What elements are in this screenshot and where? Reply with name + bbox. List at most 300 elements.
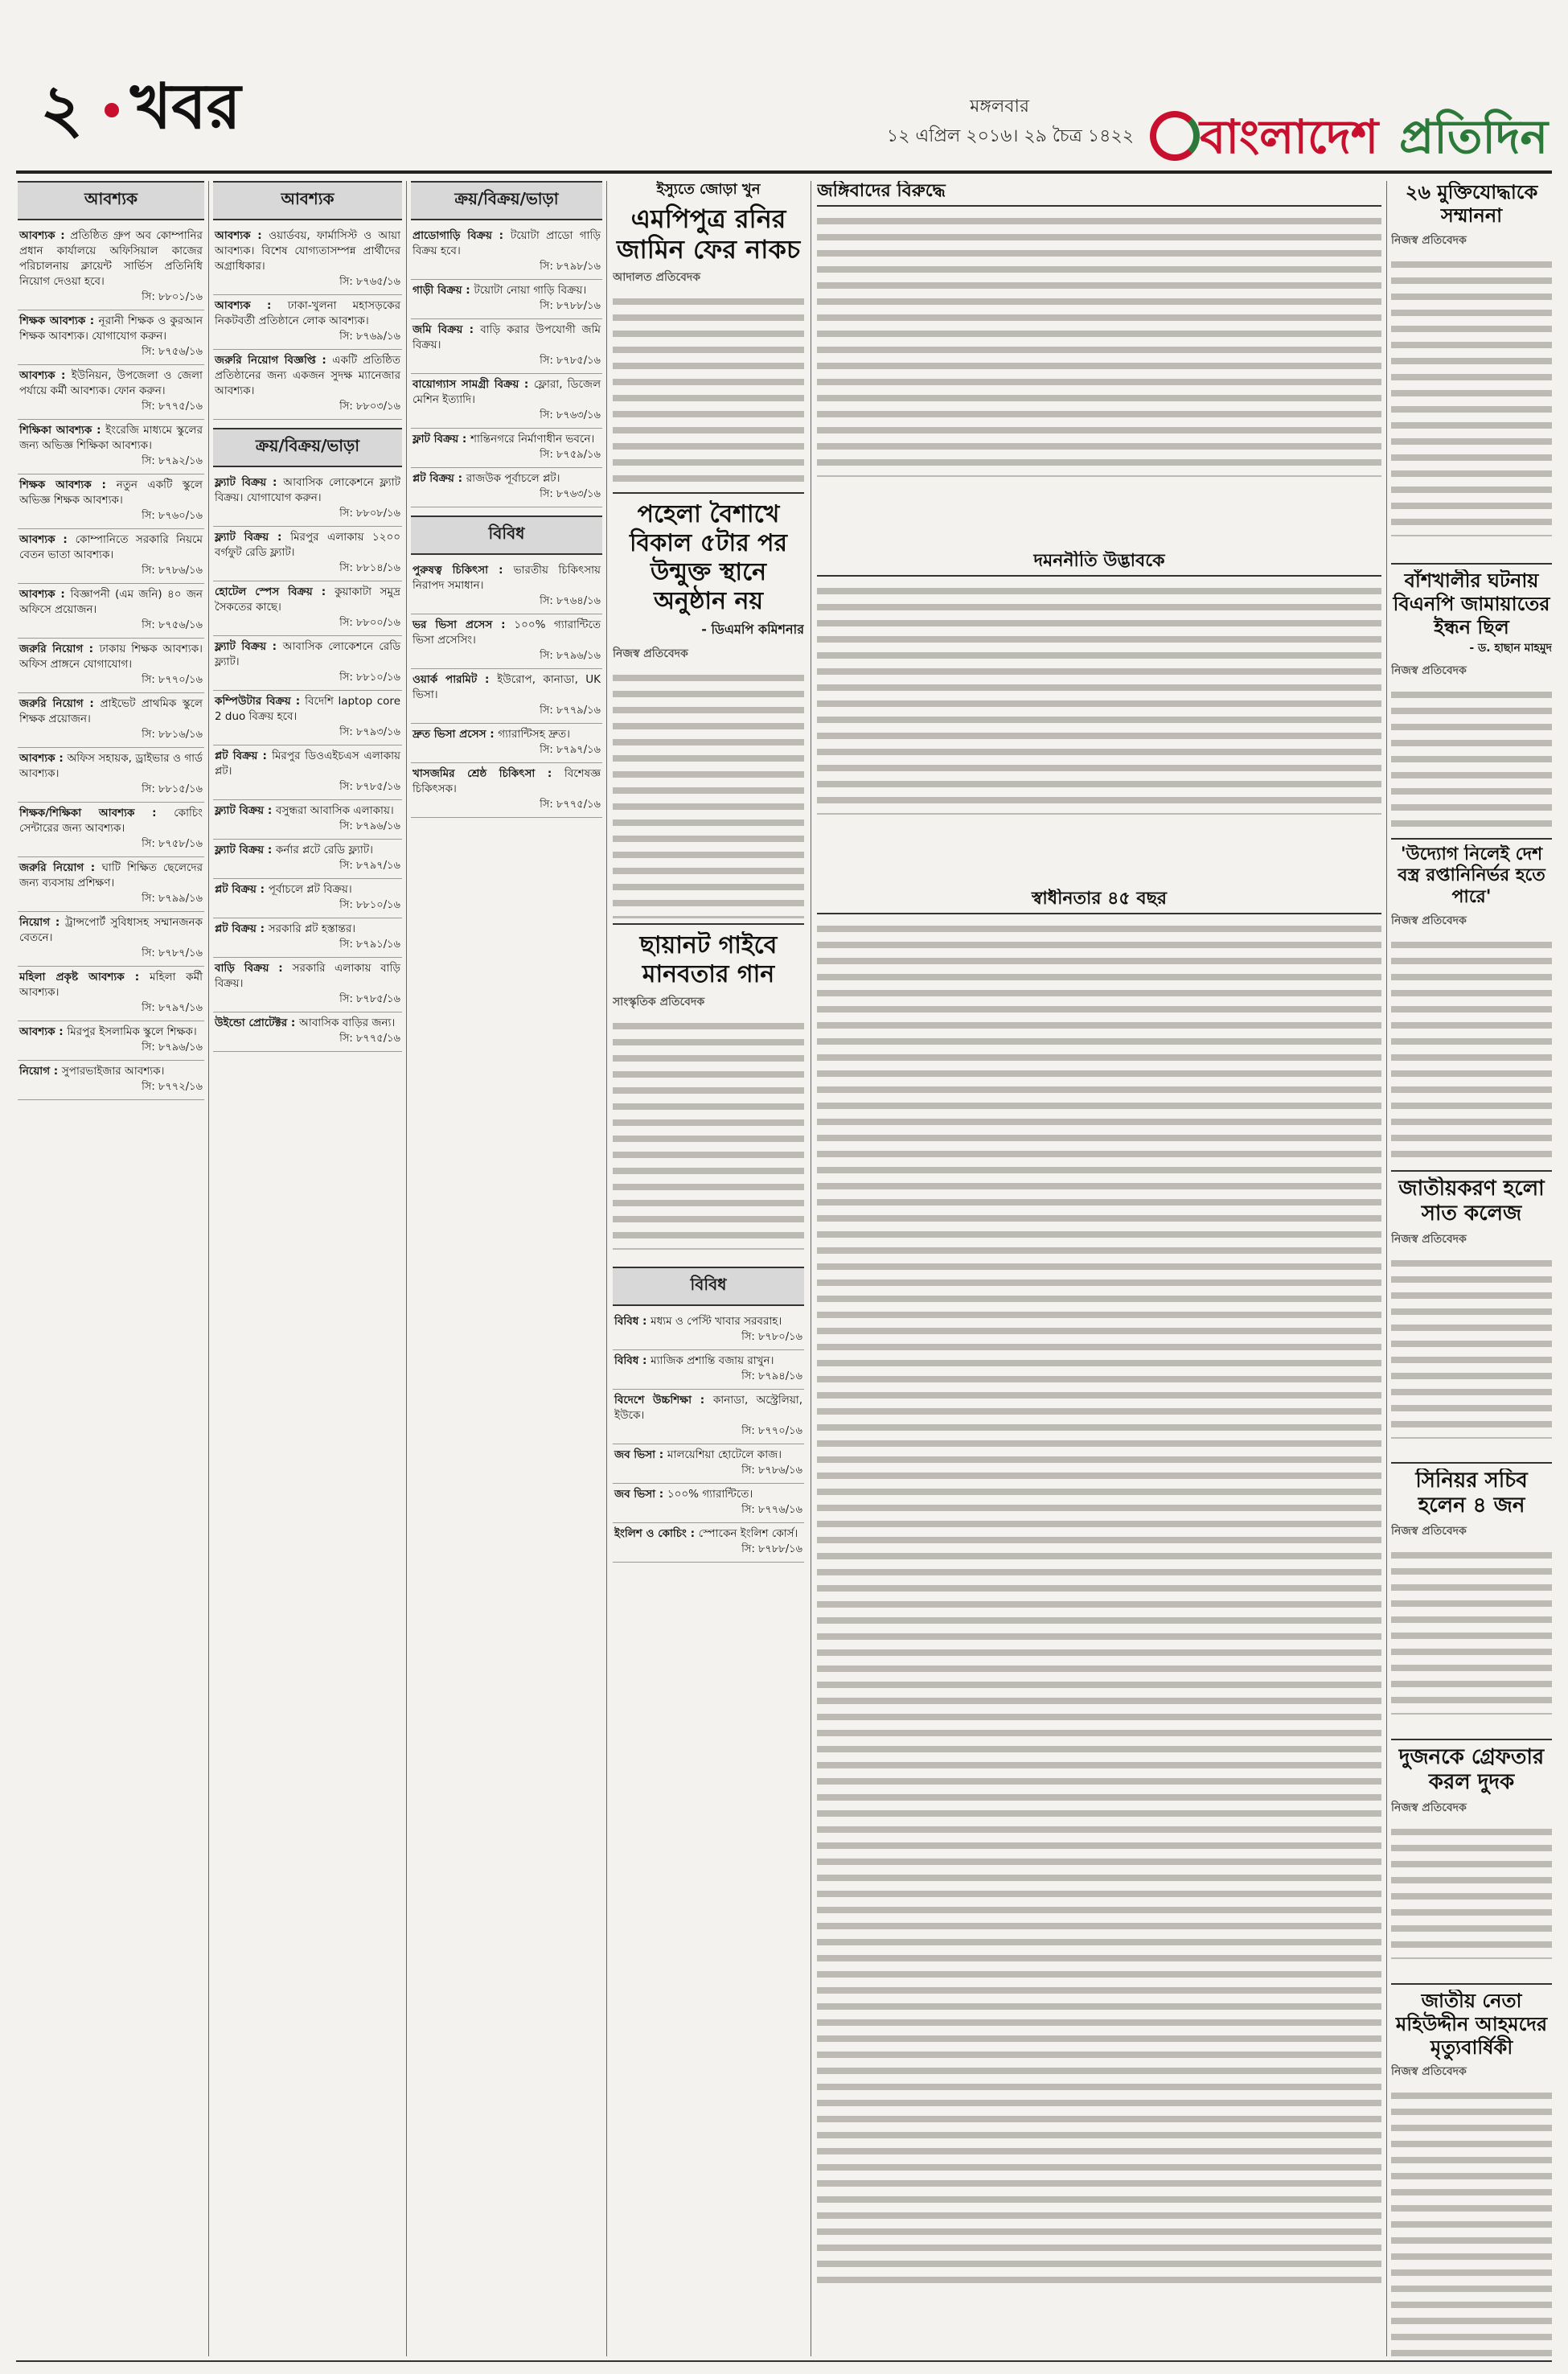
ad-text: নতুন একটি স্কুলে অভিজ্ঞ শিক্ষক আবশ্যক। — [19, 478, 203, 507]
text-line — [1391, 2237, 1552, 2244]
classified-ad — [411, 560, 602, 614]
column-heading: বিবিধ — [613, 1267, 804, 1306]
text-line — [1391, 454, 1552, 461]
ad-code: সি: ৮৭৫৬/১৬ — [142, 346, 203, 358]
classified-ad — [613, 1311, 804, 1350]
ad-text: টয়োটা প্রাডো গাড়ি বিক্রয় হবে। — [413, 229, 601, 257]
text-line — [1391, 438, 1552, 445]
ad-text: টয়োটা নোয়া গাড়ি বিক্রয়। — [474, 284, 587, 297]
text-line — [817, 749, 1381, 755]
text-texture — [1391, 2086, 1552, 2356]
text-texture — [613, 668, 804, 918]
text-line — [817, 733, 1381, 739]
ad-lead: বাড়ি বিক্রয় : — [215, 962, 293, 975]
ad-text: কর্নার প্লটে রেডি ফ্ল্যাট। — [275, 844, 373, 856]
text-line — [613, 771, 804, 778]
text-line — [817, 1955, 1381, 1961]
ad-text: রাজউক পূর্বাচলে প্লট। — [466, 472, 560, 485]
classified-ad — [411, 763, 602, 818]
text-line — [817, 958, 1381, 964]
classified-ad — [613, 1484, 804, 1523]
text-line — [613, 916, 804, 918]
text-line — [613, 900, 804, 906]
story-byline: নিজস্ব প্রতিবেদক — [1391, 1801, 1467, 1815]
text-line — [817, 1054, 1381, 1061]
text-line — [1391, 1600, 1552, 1607]
story-mohiuddin-anniversary — [1391, 1990, 1552, 2356]
text-line — [1391, 1135, 1552, 1141]
text-line — [817, 282, 1381, 289]
text-texture — [1391, 1822, 1552, 1959]
ad-lead: বিবিধ : — [614, 1315, 651, 1328]
ad-code: সি: ৮৮১০/১৬ — [339, 899, 400, 911]
text-line — [613, 819, 804, 826]
ad-text: ১০০% গ্যারান্টিতে। — [667, 1488, 753, 1501]
story-freedom-fighters — [1391, 181, 1552, 559]
text-line — [817, 2068, 1381, 2074]
classified-ad — [411, 614, 602, 669]
story-headline: এমপিপুত্র রনির জামিন ফের নাকচ — [616, 203, 801, 265]
ad-code: সি: ৮৭৮৬/১৬ — [142, 565, 203, 577]
text-line — [613, 787, 804, 794]
ad-code: সি: ৮৭৯৬/১৬ — [339, 820, 400, 832]
story-kicker: ইস্যুতে জোড়া খুন — [656, 181, 761, 198]
ad-lead: শিক্ষিকা আবশ্যক : — [19, 424, 106, 437]
classified-ad — [411, 374, 602, 429]
classified-ad — [411, 669, 602, 724]
ad-text: মহিলা কর্মী আবশ্যক। — [19, 971, 203, 999]
classified-ad — [18, 584, 204, 639]
text-line — [817, 1617, 1381, 1624]
ad-lead: প্লট বিক্রয় : — [215, 922, 269, 935]
page-bottom-rule — [16, 2360, 1552, 2362]
ad-lead: জমি বিক্রয় : — [413, 323, 481, 336]
text-line — [817, 942, 1381, 948]
text-texture — [817, 581, 1381, 815]
ad-lead: ফ্ল্যাট বিক্রয় : — [215, 844, 276, 856]
text-line — [613, 1055, 804, 1062]
text-line — [817, 974, 1381, 980]
text-line — [817, 1472, 1381, 1479]
text-line — [817, 1842, 1381, 1849]
text-line — [1391, 1909, 1552, 1916]
ad-lead: জরুরি নিয়োগ : — [19, 697, 101, 710]
text-line — [613, 836, 804, 842]
ad-code: সি: ৮৭৯৯/১৬ — [142, 893, 203, 905]
text-line — [1391, 1681, 1552, 1687]
story-senior-secretary — [1391, 1468, 1552, 1734]
text-line — [1391, 261, 1552, 268]
text-line — [1391, 1292, 1552, 1299]
text-line — [817, 1103, 1381, 1109]
classified-ad — [213, 800, 402, 840]
story-byline: নিজস্ব প্রতিবেদক — [1391, 2065, 1467, 2079]
text-line — [817, 475, 1381, 477]
masthead-rule — [16, 170, 1552, 174]
column-divider — [606, 181, 607, 2356]
ad-lead: গাড়ী বিক্রয় : — [413, 284, 474, 297]
text-line — [1391, 1308, 1552, 1315]
text-line — [613, 1023, 804, 1029]
text-line — [613, 707, 804, 713]
text-line — [817, 1022, 1381, 1029]
page-number: ২ — [40, 71, 84, 147]
text-line — [1391, 724, 1552, 730]
story-headline: ছায়ানট গাইবে মানবতার গান — [639, 931, 778, 988]
ad-lead: ফ্ল্যাট বিক্রয় : — [215, 531, 291, 544]
ad-list — [411, 560, 602, 818]
classified-ad — [18, 529, 204, 584]
text-line — [817, 1875, 1381, 1881]
ad-lead: জরুরি নিয়োগ : — [19, 861, 102, 874]
story-mp-son — [613, 181, 804, 487]
classifieds-column-3 — [411, 181, 602, 2356]
classified-ad — [613, 1390, 804, 1444]
text-line — [613, 803, 804, 810]
classified-ad — [613, 1350, 804, 1390]
brand-name-part2: প্রতিদিন — [1399, 109, 1549, 164]
story-headline: পহেলা বৈশাখে বিকাল ৫টার পর উন্মুক্ত স্থানে অনুষ্ঠান নয় — [629, 500, 788, 615]
text-line — [1391, 390, 1552, 396]
text-line — [1391, 1925, 1552, 1932]
text-line — [1391, 1038, 1552, 1045]
ad-lead: দ্রুত ভিসা প্রসেস : — [413, 728, 499, 741]
text-line — [817, 2196, 1381, 2203]
text-line — [817, 1135, 1381, 1141]
text-line — [1391, 487, 1552, 493]
classified-ad — [18, 748, 204, 803]
ad-text: অফিস সহায়ক, ড্রাইভার ও গার্ড আবশ্যক। — [19, 752, 203, 780]
text-line — [613, 1168, 804, 1174]
text-line — [817, 1151, 1381, 1157]
text-line — [817, 1167, 1381, 1173]
text-line — [817, 1649, 1381, 1656]
text-line — [817, 2019, 1381, 2026]
text-line — [817, 1344, 1381, 1350]
classified-ad — [213, 636, 402, 691]
ad-text: প্রতিষ্ঠিত গ্রুপ অব কোম্পানির প্রধান কার্যালয়ে অফিসিয়াল কাজের পরিচালনায় ক্লায়েন্ট সার্ভিস প্রতিনিধি নিয়োগ দেওয়া হবে। — [19, 229, 203, 288]
text-line — [1391, 1357, 1552, 1363]
classified-ad — [613, 1523, 804, 1563]
story-boishakh — [613, 500, 804, 918]
classified-ad — [213, 581, 402, 636]
text-line — [613, 1232, 804, 1238]
classified-ad — [213, 879, 402, 918]
ad-code: সি: ৮৭৬৩/১৬ — [540, 488, 601, 500]
ad-code: সি: ৮৭৮৫/১৬ — [339, 993, 400, 1005]
text-line — [1391, 1086, 1552, 1093]
text-line — [1391, 1877, 1552, 1883]
story-headline: জঙ্গিবাদের বিরুদ্ধে — [817, 181, 1381, 207]
story-divider — [1391, 838, 1552, 840]
story-byline: নিজস্ব প্রতিবেদক — [1391, 664, 1467, 678]
text-line — [817, 2212, 1381, 2219]
classified-ad — [18, 225, 204, 310]
classified-ad — [411, 319, 602, 374]
text-line — [817, 781, 1381, 787]
text-line — [1391, 470, 1552, 477]
text-line — [817, 1199, 1381, 1205]
text-texture — [817, 919, 1381, 2290]
ad-code: সি: ৮৭৫৬/১৬ — [142, 619, 203, 631]
classified-ad — [18, 310, 204, 365]
text-line — [817, 1714, 1381, 1720]
ad-lead: আবশ্যক : — [19, 588, 71, 601]
ad-code: সি: ৮৭৮০/১৬ — [741, 1331, 802, 1343]
story-colleges — [1391, 1177, 1552, 1458]
classified-ad — [213, 918, 402, 958]
text-line — [817, 427, 1381, 433]
text-line — [613, 298, 804, 305]
ad-code: সি: ৮৭৭৫/১৬ — [142, 400, 203, 413]
story-byline: নিজস্ব প্রতিবেদক — [1391, 914, 1467, 928]
text-texture — [1391, 255, 1552, 536]
column-heading: বিবিধ — [411, 515, 602, 555]
ad-code: সি: ৮৭৯৭/১৬ — [142, 1002, 203, 1014]
text-line — [817, 604, 1381, 610]
ad-code: সি: ৮৭৭৬/১৬ — [741, 1504, 802, 1516]
ad-text: বিদেশি laptop core 2 duo বিক্রয় হবে। — [215, 695, 400, 723]
text-line — [1391, 277, 1552, 284]
text-line — [613, 395, 804, 401]
ad-lead: আবশ্যক : — [19, 1025, 68, 1038]
ad-text: ইংরেজি মাধ্যমে স্কুলের জন্য অভিজ্ঞ শিক্ষিকা আবশ্যক। — [19, 424, 203, 452]
ad-lead: নিয়োগ : — [19, 916, 66, 929]
ad-list — [213, 225, 402, 420]
ad-text: সুপারভাইজার আবশ্যক। — [61, 1065, 165, 1078]
story-divider — [1391, 1462, 1552, 1464]
text-texture — [1391, 685, 1552, 835]
ad-text: মিরপুর ডিওএইচএস এলাকায় প্লট। — [215, 750, 401, 778]
text-line — [1391, 1103, 1552, 1109]
classified-ad — [18, 967, 204, 1021]
ad-lead: শিক্ষক/শিক্ষিকা আবশ্যক : — [19, 807, 174, 819]
ad-code: সি: ৮৭৮৫/১৬ — [540, 355, 601, 367]
ad-lead: আবশ্যক : — [19, 752, 68, 765]
text-line — [613, 1152, 804, 1158]
text-line — [613, 1200, 804, 1206]
text-line — [817, 1312, 1381, 1318]
text-line — [817, 1987, 1381, 1994]
classified-ad — [213, 295, 402, 350]
ad-code: সি: ৮৭৭৫/১৬ — [339, 1033, 400, 1045]
text-line — [817, 1119, 1381, 1125]
text-line — [1391, 1845, 1552, 1851]
ad-lead: পুরুষত্ব চিকিৎসা : — [413, 564, 514, 577]
masthead — [16, 8, 1552, 169]
classifieds-column-4 — [613, 1267, 804, 2356]
ad-text: ফ্লোরা, ডিজেল মেশিন ইত্যাদি। — [413, 378, 601, 406]
text-line — [817, 1923, 1381, 1929]
classified-ad — [18, 639, 204, 693]
ad-code: সি: ৮৮০৮/১৬ — [339, 507, 400, 520]
ad-text: একটি প্রতিষ্ঠিত প্রতিষ্ঠানের জন্য একজন সুদক্ষ ম্যানেজার আবশ্যক। — [215, 354, 400, 397]
classified-ad — [411, 225, 602, 280]
text-line — [613, 1119, 804, 1126]
text-line — [817, 652, 1381, 659]
text-line — [817, 2164, 1381, 2171]
text-line — [1391, 374, 1552, 380]
text-line — [1391, 1373, 1552, 1379]
ad-lead: উইন্ডো প্রোটেক্টর : — [215, 1017, 299, 1029]
ad-text: মালয়েশিয়া হোটেলে কাজ। — [667, 1448, 782, 1461]
text-line — [817, 1038, 1381, 1045]
text-line — [817, 379, 1381, 385]
brand-logo — [1150, 97, 1549, 174]
text-line — [817, 1665, 1381, 1672]
ad-lead: শিক্ষক আবশ্যক : — [19, 314, 99, 327]
ad-text: প্রাইভেট প্রাথমিক স্কুলে শিক্ষক প্রয়োজন। — [19, 697, 203, 725]
story-headline: 'উদ্যোগ নিলেই দেশ বস্ত্র রপ্তানিনির্ভর হতে পারে' — [1398, 844, 1545, 907]
text-line — [817, 2084, 1381, 2090]
text-line — [817, 1682, 1381, 1688]
ad-lead: খাসজমির শ্রেষ্ঠ চিকিৎসা : — [413, 767, 564, 780]
text-line — [1391, 2173, 1552, 2179]
text-line — [817, 234, 1381, 240]
column-heading: আবশ্যক — [18, 181, 204, 220]
ad-text: ঘাটি শিক্ষিত ছেলেদের জন্য ব্যবসায় প্রশিক্ষণ। — [19, 861, 203, 889]
text-line — [817, 588, 1381, 594]
story-byline: নিজস্ব প্রতিবেদক — [1391, 1233, 1467, 1247]
ad-text: ইউরোপ, কানাডা, UK ভিসা। — [413, 673, 601, 701]
section-title: খবর — [130, 71, 241, 143]
text-line — [613, 363, 804, 369]
classified-ad — [213, 745, 402, 800]
ad-text: কোম্পানিতে সরকারি নিয়মে বেতন ভাতা আবশ্যক। — [19, 533, 203, 561]
story-body — [1391, 1546, 1552, 1719]
text-line — [817, 2180, 1381, 2187]
text-line — [1391, 958, 1552, 964]
text-line — [817, 1859, 1381, 1865]
text-line — [1391, 326, 1552, 332]
classifieds-column-2 — [213, 181, 402, 2356]
story-headline: ২৬ মুক্তিযোদ্ধাকে সম্মাননা — [1405, 181, 1538, 227]
ad-code: সি: ৮৭৯৬/১৬ — [142, 1041, 203, 1054]
text-line — [613, 427, 804, 433]
text-line — [1391, 406, 1552, 413]
ad-lead: ফ্ল্যাট বিক্রয় : — [215, 804, 276, 817]
story-headline: বাঁশখালীর ঘটনায় বিএনপি জামায়াতের ইন্ধন ছিল — [1393, 569, 1550, 639]
column-heading: আবশ্যক — [213, 181, 402, 220]
text-line — [817, 2132, 1381, 2138]
story-body — [817, 581, 1381, 819]
text-line — [613, 411, 804, 417]
story-headline: জাতীয় নেতা মহিউদ্দীন আহমদের মৃত্যুবার্ষিকী — [1395, 1990, 1548, 2059]
text-line — [613, 1071, 804, 1078]
text-line — [817, 2116, 1381, 2122]
text-line — [1391, 2109, 1552, 2115]
ad-code: সি: ৮৭৬০/১৬ — [142, 510, 203, 522]
ad-text: মিরপুর এলাকায় ১২০০ বর্গফুট রেডি ফ্ল্যাট। — [215, 531, 400, 559]
ad-code: সি: ৮৭৭০/১৬ — [142, 674, 203, 686]
ad-text: আবাসিক লোকেশনে রেডি ফ্ল্যাট। — [215, 640, 401, 668]
story-divider — [1391, 1983, 1552, 1985]
ad-text: কোচিং সেন্টারের জন্য আবশ্যক। — [19, 807, 203, 835]
ad-lead: জরুরি নিয়োগ বিজ্ঞপ্তি : — [215, 354, 333, 367]
text-line — [817, 2277, 1381, 2283]
ad-code: সি: ৮৭৮৫/১৬ — [339, 781, 400, 793]
text-line — [817, 443, 1381, 450]
ad-text: ঢাকায় শিক্ষক আবশ্যক। অফিস প্রাঙ্গনে যোগাযোগ। — [19, 643, 203, 671]
text-line — [1391, 756, 1552, 762]
ad-lead: ফ্লাট বিক্রয় : — [413, 433, 471, 446]
ad-list — [213, 472, 402, 1052]
text-line — [1391, 942, 1552, 948]
ad-text: আবাসিক লোকেশনে ফ্ল্যাট বিক্রয়। যোগাযোগ করুন। — [215, 476, 400, 504]
text-line — [817, 250, 1381, 257]
text-line — [817, 668, 1381, 675]
ad-text: মিরপুর ইসলামিক স্কুলে শিক্ষক। — [67, 1025, 197, 1038]
ad-lead: ওয়ার্ক পারমিট : — [413, 673, 498, 686]
ad-text: বাড়ি করার উপযোগী জমি বিক্রয়। — [413, 323, 601, 351]
text-line — [1391, 1649, 1552, 1655]
classified-ad — [213, 691, 402, 745]
text-line — [817, 765, 1381, 771]
brand-swirl-icon — [1150, 111, 1200, 161]
text-texture — [817, 212, 1381, 477]
ad-code: সি: ৮৭৯৭/১৬ — [540, 744, 601, 756]
text-line — [1391, 294, 1552, 300]
story-byline: নিজস্ব প্রতিবেদক — [1391, 233, 1467, 247]
story-byline: নিজস্ব প্রতিবেদক — [1391, 1525, 1467, 1538]
classified-ad — [18, 365, 204, 420]
story-body — [1391, 1254, 1552, 1444]
text-line — [1391, 422, 1552, 429]
text-line — [1391, 310, 1552, 316]
text-line — [613, 1103, 804, 1110]
ad-text: স্পোকেন ইংলিশ কোর্স। — [698, 1527, 798, 1540]
ad-lead: প্লট বিক্রয় : — [215, 750, 273, 762]
story-divider — [1391, 563, 1552, 565]
text-line — [1391, 1405, 1552, 1411]
text-texture — [1391, 1254, 1552, 1439]
text-line — [817, 459, 1381, 466]
story-body — [613, 1017, 804, 1255]
text-line — [1391, 1957, 1552, 1959]
text-line — [1391, 1697, 1552, 1703]
ad-code: সি: ৮৭৮৬/১৬ — [741, 1464, 802, 1477]
text-line — [817, 1633, 1381, 1640]
text-line — [613, 675, 804, 681]
text-line — [613, 459, 804, 466]
text-line — [817, 1505, 1381, 1511]
story-headline: সিনিয়র সচিব হলেন ৪ জন — [1415, 1468, 1528, 1518]
story-divider — [1391, 1739, 1552, 1740]
text-line — [817, 1537, 1381, 1543]
ad-list — [18, 225, 204, 1100]
bullet-dot-icon — [105, 103, 119, 117]
text-line — [817, 1247, 1381, 1254]
text-line — [817, 1826, 1381, 1833]
classified-ad — [411, 468, 602, 507]
ad-lead: বিবিধ : — [614, 1354, 651, 1367]
text-line — [1391, 1665, 1552, 1671]
classified-ad — [411, 429, 602, 468]
ad-code: সি: ৮৮০০/১৬ — [339, 617, 400, 629]
ad-code: সি: ৮৭৬৯/১৬ — [339, 331, 400, 343]
ad-lead: আবশ্যক : — [19, 533, 76, 546]
text-line — [817, 1376, 1381, 1382]
ad-text: মধ্যম ও পেস্টি খাবার সরবরাহ। — [651, 1315, 782, 1328]
story-body — [1391, 685, 1552, 835]
ad-text: ইউনিয়ন, উপজেলা ও জেলা পর্যায়ে কর্মী আবশ্যক। ফোন করুন। — [19, 369, 203, 397]
ad-text: ঢাকা-খুলনা মহাসড়কের নিকটবর্তী প্রতিষ্ঠানে লোক আবশ্যক। — [215, 299, 400, 327]
brand-name-part1: বাংলাদেশ — [1200, 109, 1379, 164]
classified-ad — [18, 803, 204, 857]
text-line — [817, 1891, 1381, 1897]
text-line — [1391, 342, 1552, 348]
ad-text: নূরানী শিক্ষক ও কুরআন শিক্ষক আবশ্যক। যোগাযোগ করুন। — [19, 314, 203, 343]
